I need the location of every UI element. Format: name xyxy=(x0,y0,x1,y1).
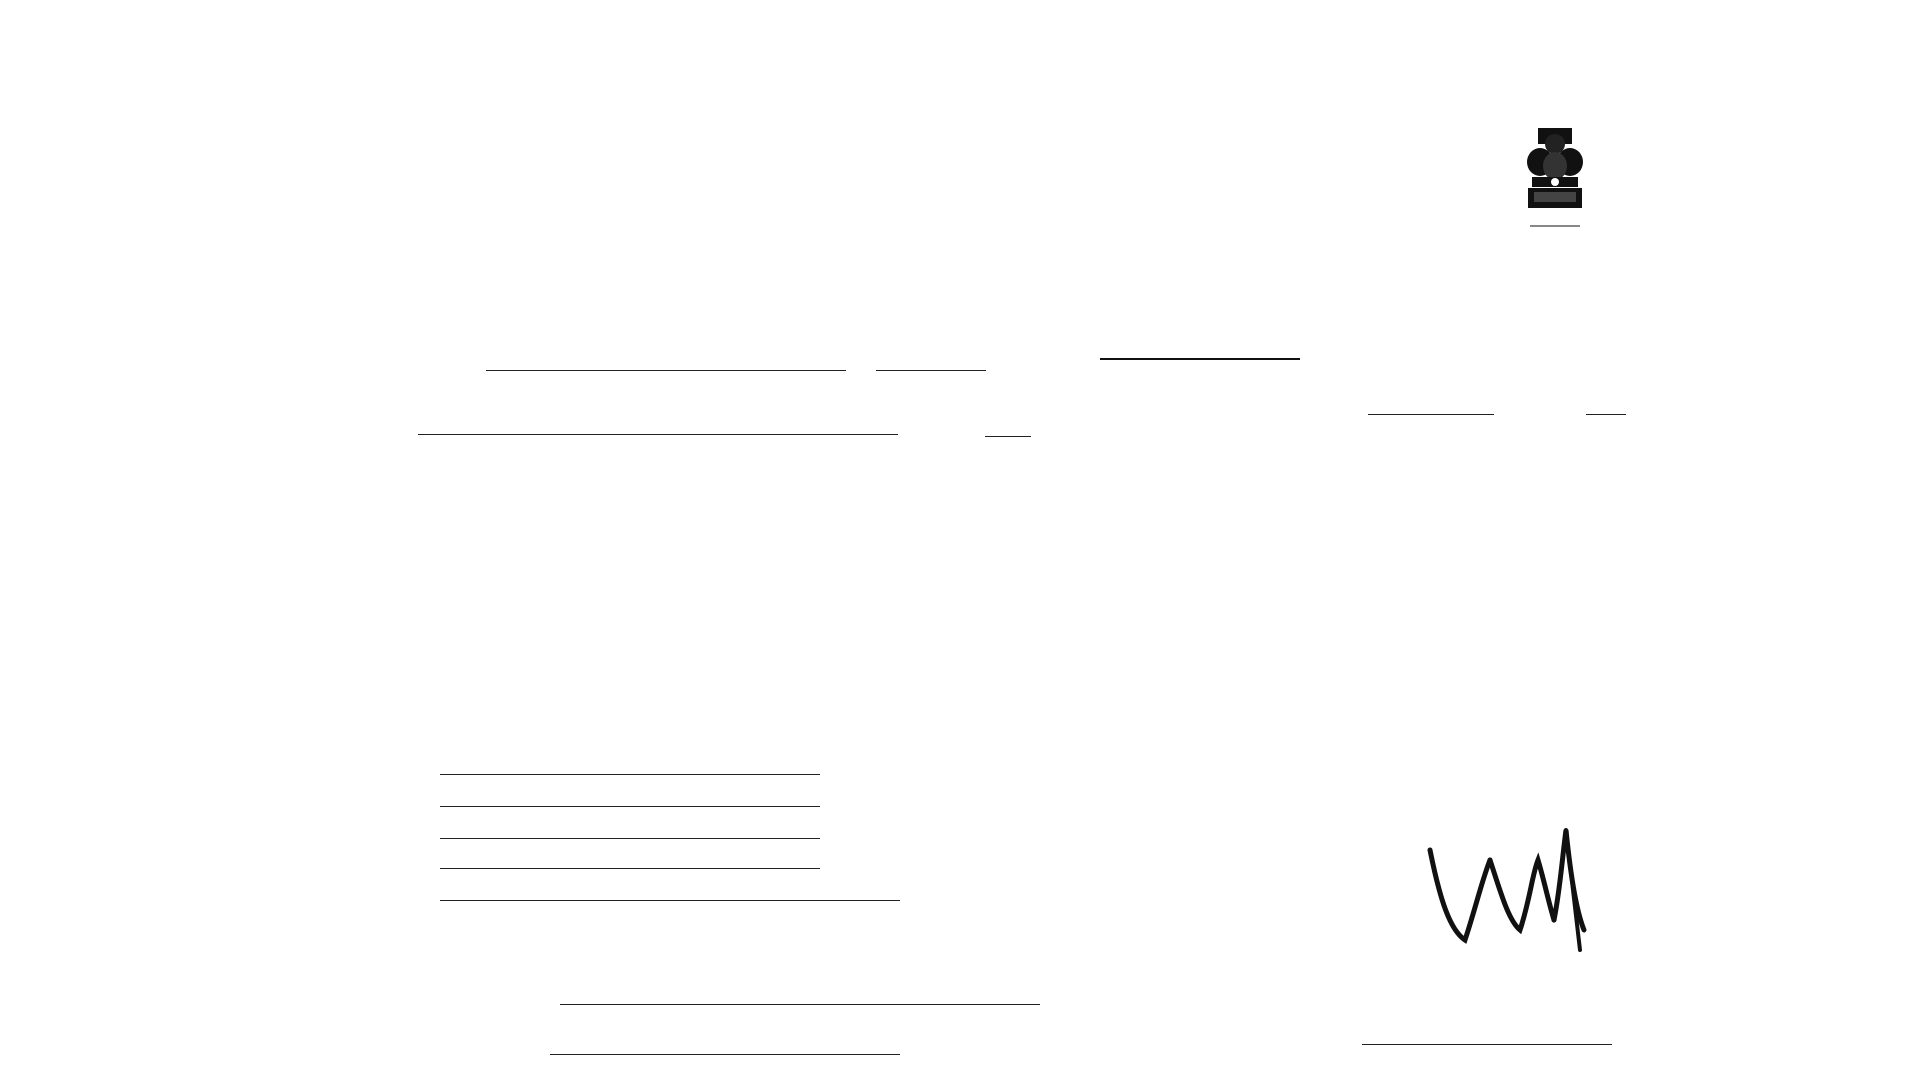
decorative-top-border xyxy=(310,86,1620,116)
national-emblem-icon xyxy=(1518,122,1592,250)
decorative-right-border xyxy=(1638,125,1672,1045)
rating-divider xyxy=(1100,358,1300,360)
signature-image xyxy=(1420,820,1600,970)
decorative-left-border xyxy=(300,125,334,935)
